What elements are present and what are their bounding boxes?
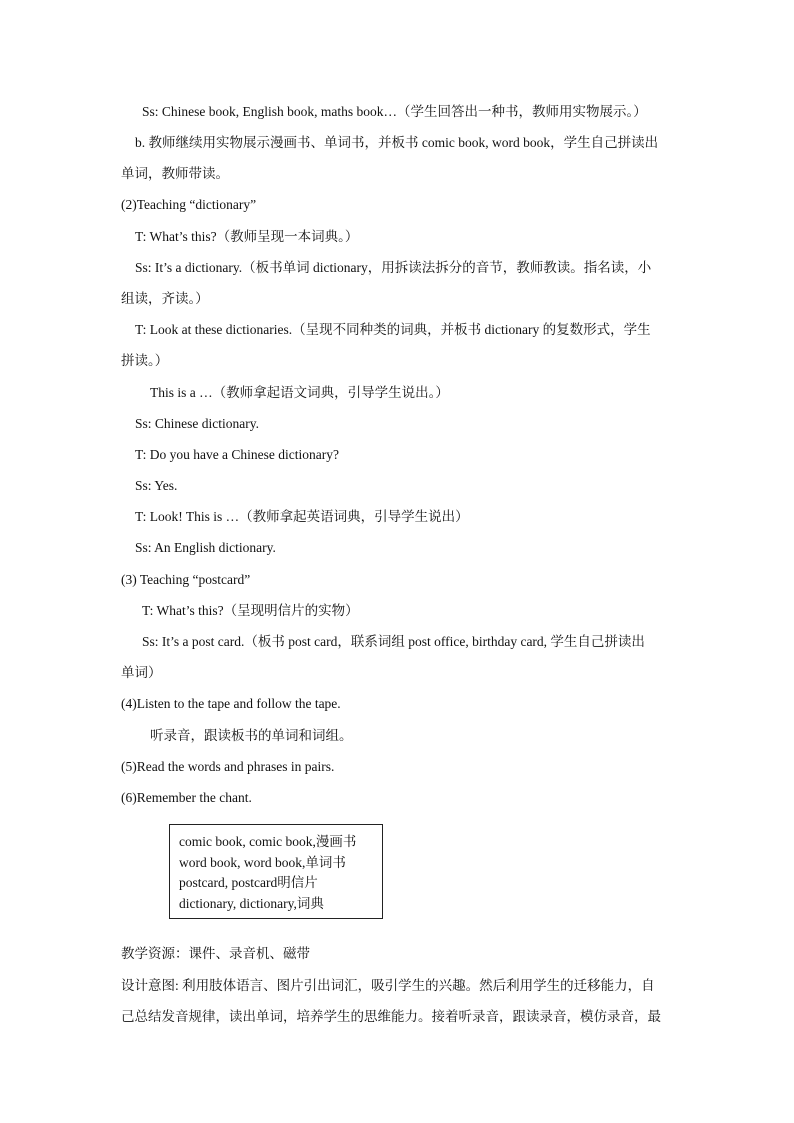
- design-intent: 己总结发音规律，读出单词，培养学生的思维能力。接着听录音，跟读录音，模仿录音，最: [121, 1009, 661, 1024]
- chant-line: word book, word book,单词书: [179, 854, 346, 870]
- section-heading: (5)Read the words and phrases in pairs.: [121, 759, 335, 774]
- text-line: b. 教师继续用实物展示漫画书、单词书，并板书 comic book, word book，学生自己拼读出: [135, 135, 659, 150]
- chant-line: dictionary, dictionary,词典: [179, 895, 324, 911]
- section-heading: (4)Listen to the tape and follow the tape.: [121, 696, 341, 711]
- text-line: Ss: It’s a post card.（板书 post card，联系词组 post office, birthday card, 学生自己拼读出: [142, 634, 645, 649]
- text-line: Ss: An English dictionary.: [135, 540, 276, 555]
- chant-line: postcard, postcard明信片: [179, 875, 318, 890]
- text-line: Ss: Chinese book, English book, maths book…（学生回答出一种书，教师用实物展示。）: [142, 104, 647, 119]
- text-line: T: Do you have a Chinese dictionary?: [135, 447, 340, 462]
- chant-box: [169, 824, 383, 919]
- text-line: T: Look! This is …（教师拿起英语词典，引导学生说出）: [135, 509, 469, 524]
- text-line: T: What’s this?（呈现明信片的实物）: [142, 603, 359, 618]
- text-line: 单词，教师带读。: [121, 166, 229, 181]
- text-line: This is a …（教师拿起语文词典，引导学生说出。）: [150, 385, 449, 400]
- chant-line: comic book, comic book,漫画书: [179, 834, 357, 849]
- section-heading: (3) Teaching “postcard”: [121, 572, 251, 587]
- section-heading: (6)Remember the chant.: [121, 790, 252, 805]
- text-line: 组读，齐读。）: [121, 291, 209, 306]
- text-line: T: What’s this?（教师呈现一本词典。）: [135, 229, 359, 244]
- text-line: 听录音，跟读板书的单词和词组。: [150, 728, 353, 743]
- text-line: Ss: Yes.: [135, 478, 178, 493]
- section-heading: (2)Teaching “dictionary”: [121, 197, 257, 212]
- text-line: T: Look at these dictionaries.（呈现不同种类的词典，并板书 dictionary 的复数形式，学生: [135, 322, 651, 337]
- teaching-resources: 教学资源：课件、录音机、磁带: [121, 946, 310, 961]
- text-line: 拼读。）: [121, 353, 169, 368]
- text-line: Ss: Chinese dictionary.: [135, 416, 259, 431]
- design-intent: 设计意图: 利用肢体语言、图片引出词汇，吸引学生的兴趣。然后利用学生的迁移能力，自: [121, 978, 655, 993]
- text-line: Ss: It’s a dictionary.（板书单词 dictionary，用拆读法拆分的音节，教师教读。指名读，小: [135, 260, 652, 275]
- text-line: 单词）: [121, 665, 162, 680]
